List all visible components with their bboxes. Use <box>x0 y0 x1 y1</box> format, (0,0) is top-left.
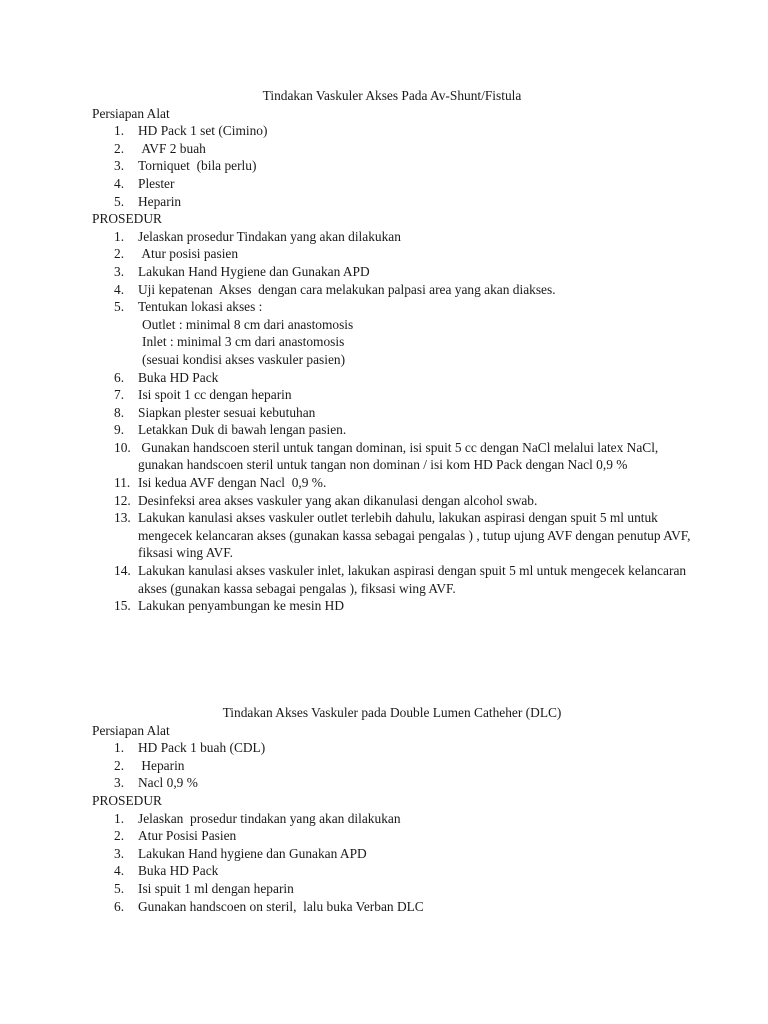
section-title: Tindakan Vaskuler Akses Pada Av-Shunt/Fistula <box>262 88 522 103</box>
list-item <box>92 175 692 193</box>
list-item-number: 2. <box>114 828 125 844</box>
list-item <box>92 421 692 439</box>
prep-heading: Persiapan Alat <box>92 722 170 738</box>
list-item-number: 2. <box>114 140 125 156</box>
list-item-text: Uji kepatenan Akses dengan cara melakukan palpasi area yang akan diakses. <box>138 281 556 297</box>
procedure-list <box>92 810 692 916</box>
list-item <box>92 245 692 263</box>
list-item <box>92 898 692 916</box>
list-item <box>92 492 692 510</box>
list-item-text: Tentukan lokasi akses : <box>138 299 263 315</box>
list-item-text: Atur posisi pasien <box>138 246 239 262</box>
list-item <box>92 845 692 863</box>
list-item <box>92 827 692 845</box>
list-item-text: HD Pack 1 buah (CDL) <box>138 740 266 756</box>
list-item-number: 5. <box>114 299 125 315</box>
list-item-number: 7. <box>114 387 125 403</box>
list-item-number: 6. <box>114 898 125 914</box>
list-item-number: 13. <box>114 510 131 526</box>
list-item-text: Gunakan handscoen steril untuk tangan dominan, isi spuit 5 cc dengan NaCl melalui latex NaCl, gunakan handscoen steril untuk tangan non dominan / isi kom HD Pack dengan Nacl 0,9 % <box>138 439 662 473</box>
list-item-subline: (sesuai kondisi akses vaskuler pasien) <box>142 351 346 367</box>
list-item-number: 3. <box>114 158 125 174</box>
prep-heading: Persiapan Alat <box>92 105 170 121</box>
list-item-text: AVF 2 buah <box>138 140 206 156</box>
list-item-text: Letakkan Duk di bawah lengan pasien. <box>138 422 347 438</box>
list-item <box>92 474 692 492</box>
list-item-number: 14. <box>114 563 131 579</box>
list-item-subline: Inlet : minimal 3 cm dari anastomosis <box>142 334 345 350</box>
list-item <box>92 193 692 211</box>
list-item <box>92 597 692 615</box>
list-item-number: 4. <box>114 175 125 191</box>
list-item-subline: Outlet : minimal 8 cm dari anastomosis <box>142 316 354 332</box>
list-item <box>92 739 692 757</box>
list-item <box>92 369 692 387</box>
list-item-number: 5. <box>114 193 125 209</box>
list-item <box>92 122 692 140</box>
list-item-number: 5. <box>114 880 125 896</box>
list-item-text: Lakukan kanulasi akses vaskuler inlet, lakukan aspirasi dengan spuit 5 ml untuk mengecek kelancaran akses (gunakan kassa sebagai pengalas ), fiksasi wing AVF. <box>138 563 690 596</box>
list-item-text: Buka HD Pack <box>138 369 219 385</box>
procedure-list <box>92 228 692 615</box>
list-item-number: 3. <box>114 263 125 279</box>
list-item-number: 4. <box>114 863 125 879</box>
list-item <box>92 439 692 474</box>
list-item-number: 3. <box>114 775 125 791</box>
list-item-text: Gunakan handscoen on steril, lalu buka Verban DLC <box>138 898 424 914</box>
list-item-number: 2. <box>114 757 125 773</box>
list-item <box>92 509 692 562</box>
list-item <box>92 757 692 775</box>
list-item-text: Plester <box>138 175 175 191</box>
list-item <box>92 140 692 158</box>
list-item-number: 11. <box>114 475 131 491</box>
list-item-text: Isi kedua AVF dengan Nacl 0,9 %. <box>138 475 327 491</box>
list-item <box>92 386 692 404</box>
section-dlc <box>92 704 692 915</box>
list-item <box>92 880 692 898</box>
list-item-number: 4. <box>114 281 125 297</box>
list-item <box>92 862 692 880</box>
list-item <box>92 281 692 299</box>
list-item-number: 1. <box>114 228 125 244</box>
prep-list <box>92 122 692 210</box>
procedure-heading: PROSEDUR <box>92 211 162 227</box>
list-item-text: Atur Posisi Pasien <box>138 828 237 844</box>
list-item <box>92 228 692 246</box>
list-item-number: 12. <box>114 492 131 508</box>
list-item-number: 2. <box>114 246 125 262</box>
list-item-text: Lakukan kanulasi akses vaskuler outlet terlebih dahulu, lakukan aspirasi dengan spuit 5 ml untuk mengecek kelancaran akses (gunakan kassa sebagai pengalas ) , tutup ujung AVF dengan penutup AVF, fiksasi wing AVF. <box>138 510 694 561</box>
list-item-number: 1. <box>114 740 125 756</box>
list-item <box>92 298 692 368</box>
list-item-number: 15. <box>114 598 131 614</box>
list-item-text: Desinfeksi area akses vaskuler yang akan dikanulasi dengan alcohol swab. <box>138 492 538 508</box>
list-item <box>92 157 692 175</box>
list-item-number: 10. <box>114 439 131 455</box>
list-item-number: 1. <box>114 123 125 139</box>
list-item-text: Lakukan Hand hygiene dan Gunakan APD <box>138 845 367 861</box>
list-item-text: HD Pack 1 set (Cimino) <box>138 123 268 139</box>
list-item-text: Nacl 0,9 % <box>138 775 198 791</box>
list-item <box>92 263 692 281</box>
procedure-heading: PROSEDUR <box>92 792 162 808</box>
section-av-shunt <box>92 87 692 615</box>
list-item-text: Siapkan plester sesuai kebutuhan <box>138 404 316 420</box>
list-item-text: Buka HD Pack <box>138 863 219 879</box>
list-item-text: Torniquet (bila perlu) <box>138 158 257 174</box>
list-item-text: Heparin <box>138 757 185 773</box>
list-item-text: Jelaskan prosedur Tindakan yang akan dilakukan <box>138 228 401 244</box>
list-item-number: 9. <box>114 422 125 438</box>
list-item-text: Jelaskan prosedur tindakan yang akan dilakukan <box>138 810 401 826</box>
section-title: Tindakan Akses Vaskuler pada Double Lumen Catheher (DLC) <box>222 705 562 720</box>
list-item-text: Lakukan Hand Hygiene dan Gunakan APD <box>138 263 370 279</box>
list-item <box>92 774 692 792</box>
list-item <box>92 404 692 422</box>
list-item-text: Isi spuit 1 ml dengan heparin <box>138 880 294 896</box>
list-item-number: 3. <box>114 845 125 861</box>
list-item-text: Isi spoit 1 cc dengan heparin <box>138 387 292 403</box>
list-item-text: Heparin <box>138 193 182 209</box>
prep-list <box>92 739 692 792</box>
list-item-number: 8. <box>114 404 125 420</box>
list-item <box>92 562 692 597</box>
list-item-text: Lakukan penyambungan ke mesin HD <box>138 598 345 614</box>
list-item-number: 6. <box>114 369 125 385</box>
list-item-number: 1. <box>114 810 125 826</box>
list-item <box>92 810 692 828</box>
